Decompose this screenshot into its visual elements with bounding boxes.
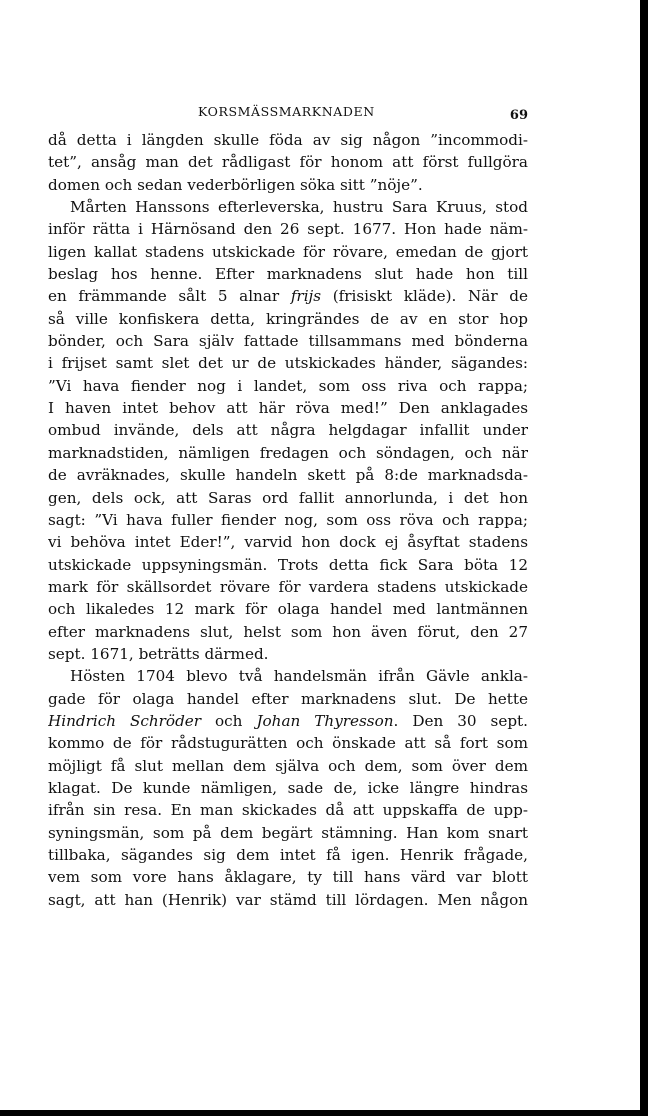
- text-run: utskickade uppsyningsmän. Trots detta fick Sara böta 12: [48, 555, 528, 574]
- text-run: och: [201, 711, 257, 730]
- scan-edge-right: [640, 0, 648, 1116]
- text-run: sagt: ”Vi hava fuller fiender nog, som oss röva och rappa;: [48, 510, 528, 529]
- text-line: [48, 866, 528, 888]
- text-run: bönder, och Sara själv fattade tillsammans med bönderna: [48, 332, 528, 351]
- text-line: [48, 509, 528, 531]
- text-run: Hösten 1704 blevo två handelsmän ifrån Gävle ankla-: [70, 667, 528, 686]
- text-line: [48, 464, 528, 486]
- text-line: [48, 352, 528, 374]
- text-line: [48, 554, 528, 576]
- text-run: efter marknadens slut, helst som hon även förut, den 27: [48, 622, 528, 641]
- text-line: [48, 241, 528, 263]
- text-line: [48, 129, 528, 151]
- text-run: vem som vore hans åklagare, ty till hans värd var blott: [48, 868, 528, 887]
- text-line: [48, 844, 528, 866]
- text-line: [48, 308, 528, 330]
- scan-edge-bottom: [0, 1110, 648, 1116]
- text-line: [48, 218, 528, 240]
- text-run: och likaledes 12 mark för olaga handel med lantmännen: [48, 600, 528, 619]
- text-run: då detta i längden skulle föda av sig någon ”incommodi-: [48, 131, 528, 149]
- text-line: [48, 397, 528, 419]
- text-run: I haven intet behov att här röva med!” Den anklagades: [48, 399, 528, 418]
- text-run: gade för olaga handel efter marknadens slut. De hette: [48, 689, 528, 708]
- text-line: [48, 375, 528, 397]
- page-header: [48, 104, 528, 126]
- text-line: [48, 665, 528, 687]
- text-run: klagat. De kunde nämligen, sade de, icke längre hindras: [48, 778, 528, 797]
- text-run: inför rätta i Härnösand den 26 sept. 1677. Hon hade näm-: [48, 220, 528, 239]
- text-run: så ville konfiskera detta, kringrändes de av en stor hop: [48, 309, 528, 328]
- text-line: [48, 621, 528, 643]
- text-line: [48, 598, 528, 620]
- text-run: tillbaka, sägandes sig dem intet få igen. Henrik frågade,: [48, 846, 528, 864]
- text-run: (frisiskt kläde). När de: [321, 287, 528, 306]
- text-run: i frijset samt slet det ur de utskickades händer, sägandes:: [48, 354, 528, 373]
- text-run: ombud invände, dels att några helgdagar infallit under: [48, 421, 528, 440]
- text-line: [48, 799, 528, 821]
- text-line: [48, 643, 528, 665]
- text-line: [48, 442, 528, 464]
- text-line: [48, 576, 528, 598]
- text-line: [48, 755, 528, 777]
- text-run: tet”, ansåg man det rådligast för honom att först fullgöra: [48, 153, 528, 172]
- italic-text: Hindrich Schröder: [48, 711, 202, 730]
- body-text: [48, 129, 528, 911]
- text-run: ifrån sin resa. En man skickades då att uppskaffa de upp-: [48, 801, 528, 820]
- running-title: KORSMÄSSMARKNADEN: [198, 104, 375, 119]
- text-line: [48, 688, 528, 710]
- text-line: [48, 822, 528, 844]
- text-run: ligen kallat stadens utskickade för rövare, emedan de gjort: [48, 242, 528, 261]
- text-run: domen och sedan vederbörligen söka sitt ”nöje”.: [48, 175, 423, 194]
- text-line: [48, 174, 528, 196]
- text-run: ”Vi hava fiender nog i landet, som oss riva och rappa;: [48, 376, 528, 395]
- text-run: kommo de för rådstugurätten och önskade att så fort som: [48, 734, 528, 753]
- text-run: syningsmän, som på dem begärt stämning. Han kom snart: [48, 823, 528, 842]
- text-line: [48, 710, 528, 732]
- text-run: de avräknades, skulle handeln skett på 8:de marknadsda-: [48, 466, 528, 485]
- text-line: [48, 732, 528, 754]
- text-line: [48, 531, 528, 553]
- text-line: [48, 151, 528, 173]
- text-run: Mårten Hanssons efterleverska, hustru Sara Kruus, stod: [70, 198, 528, 217]
- text-line: [48, 419, 528, 441]
- text-run: marknadstiden, nämligen fredagen och söndagen, och när: [48, 443, 528, 462]
- italic-text: Johan Thyresson: [256, 711, 394, 730]
- text-line: [48, 285, 528, 307]
- text-line: [48, 330, 528, 352]
- text-line: [48, 777, 528, 799]
- text-run: . Den 30 sept.: [393, 711, 528, 730]
- text-run: sept. 1671, beträtts därmed.: [48, 644, 269, 663]
- text-line: [48, 889, 528, 911]
- text-line: [48, 196, 528, 218]
- page-number: 69: [509, 108, 528, 123]
- text-run: beslag hos henne. Efter marknadens slut hade hon till: [48, 265, 528, 284]
- text-run: vi behöva intet Eder!”, varvid hon dock ej åsyftat stadens: [48, 533, 528, 552]
- text-run: gen, dels ock, att Saras ord fallit annorlunda, i det hon: [48, 488, 528, 507]
- text-run: mark för skällsordet rövare för vardera stadens utskickade: [48, 577, 528, 596]
- text-line: [48, 487, 528, 509]
- italic-text: frijs: [290, 287, 322, 306]
- text-run: en främmande sålt 5 alnar: [48, 287, 291, 306]
- text-run: möjligt få slut mellan dem själva och dem, som över dem: [48, 756, 528, 775]
- text-run: sagt, att han (Henrik) var stämd till lördagen. Men någon: [48, 890, 528, 909]
- text-line: [48, 263, 528, 285]
